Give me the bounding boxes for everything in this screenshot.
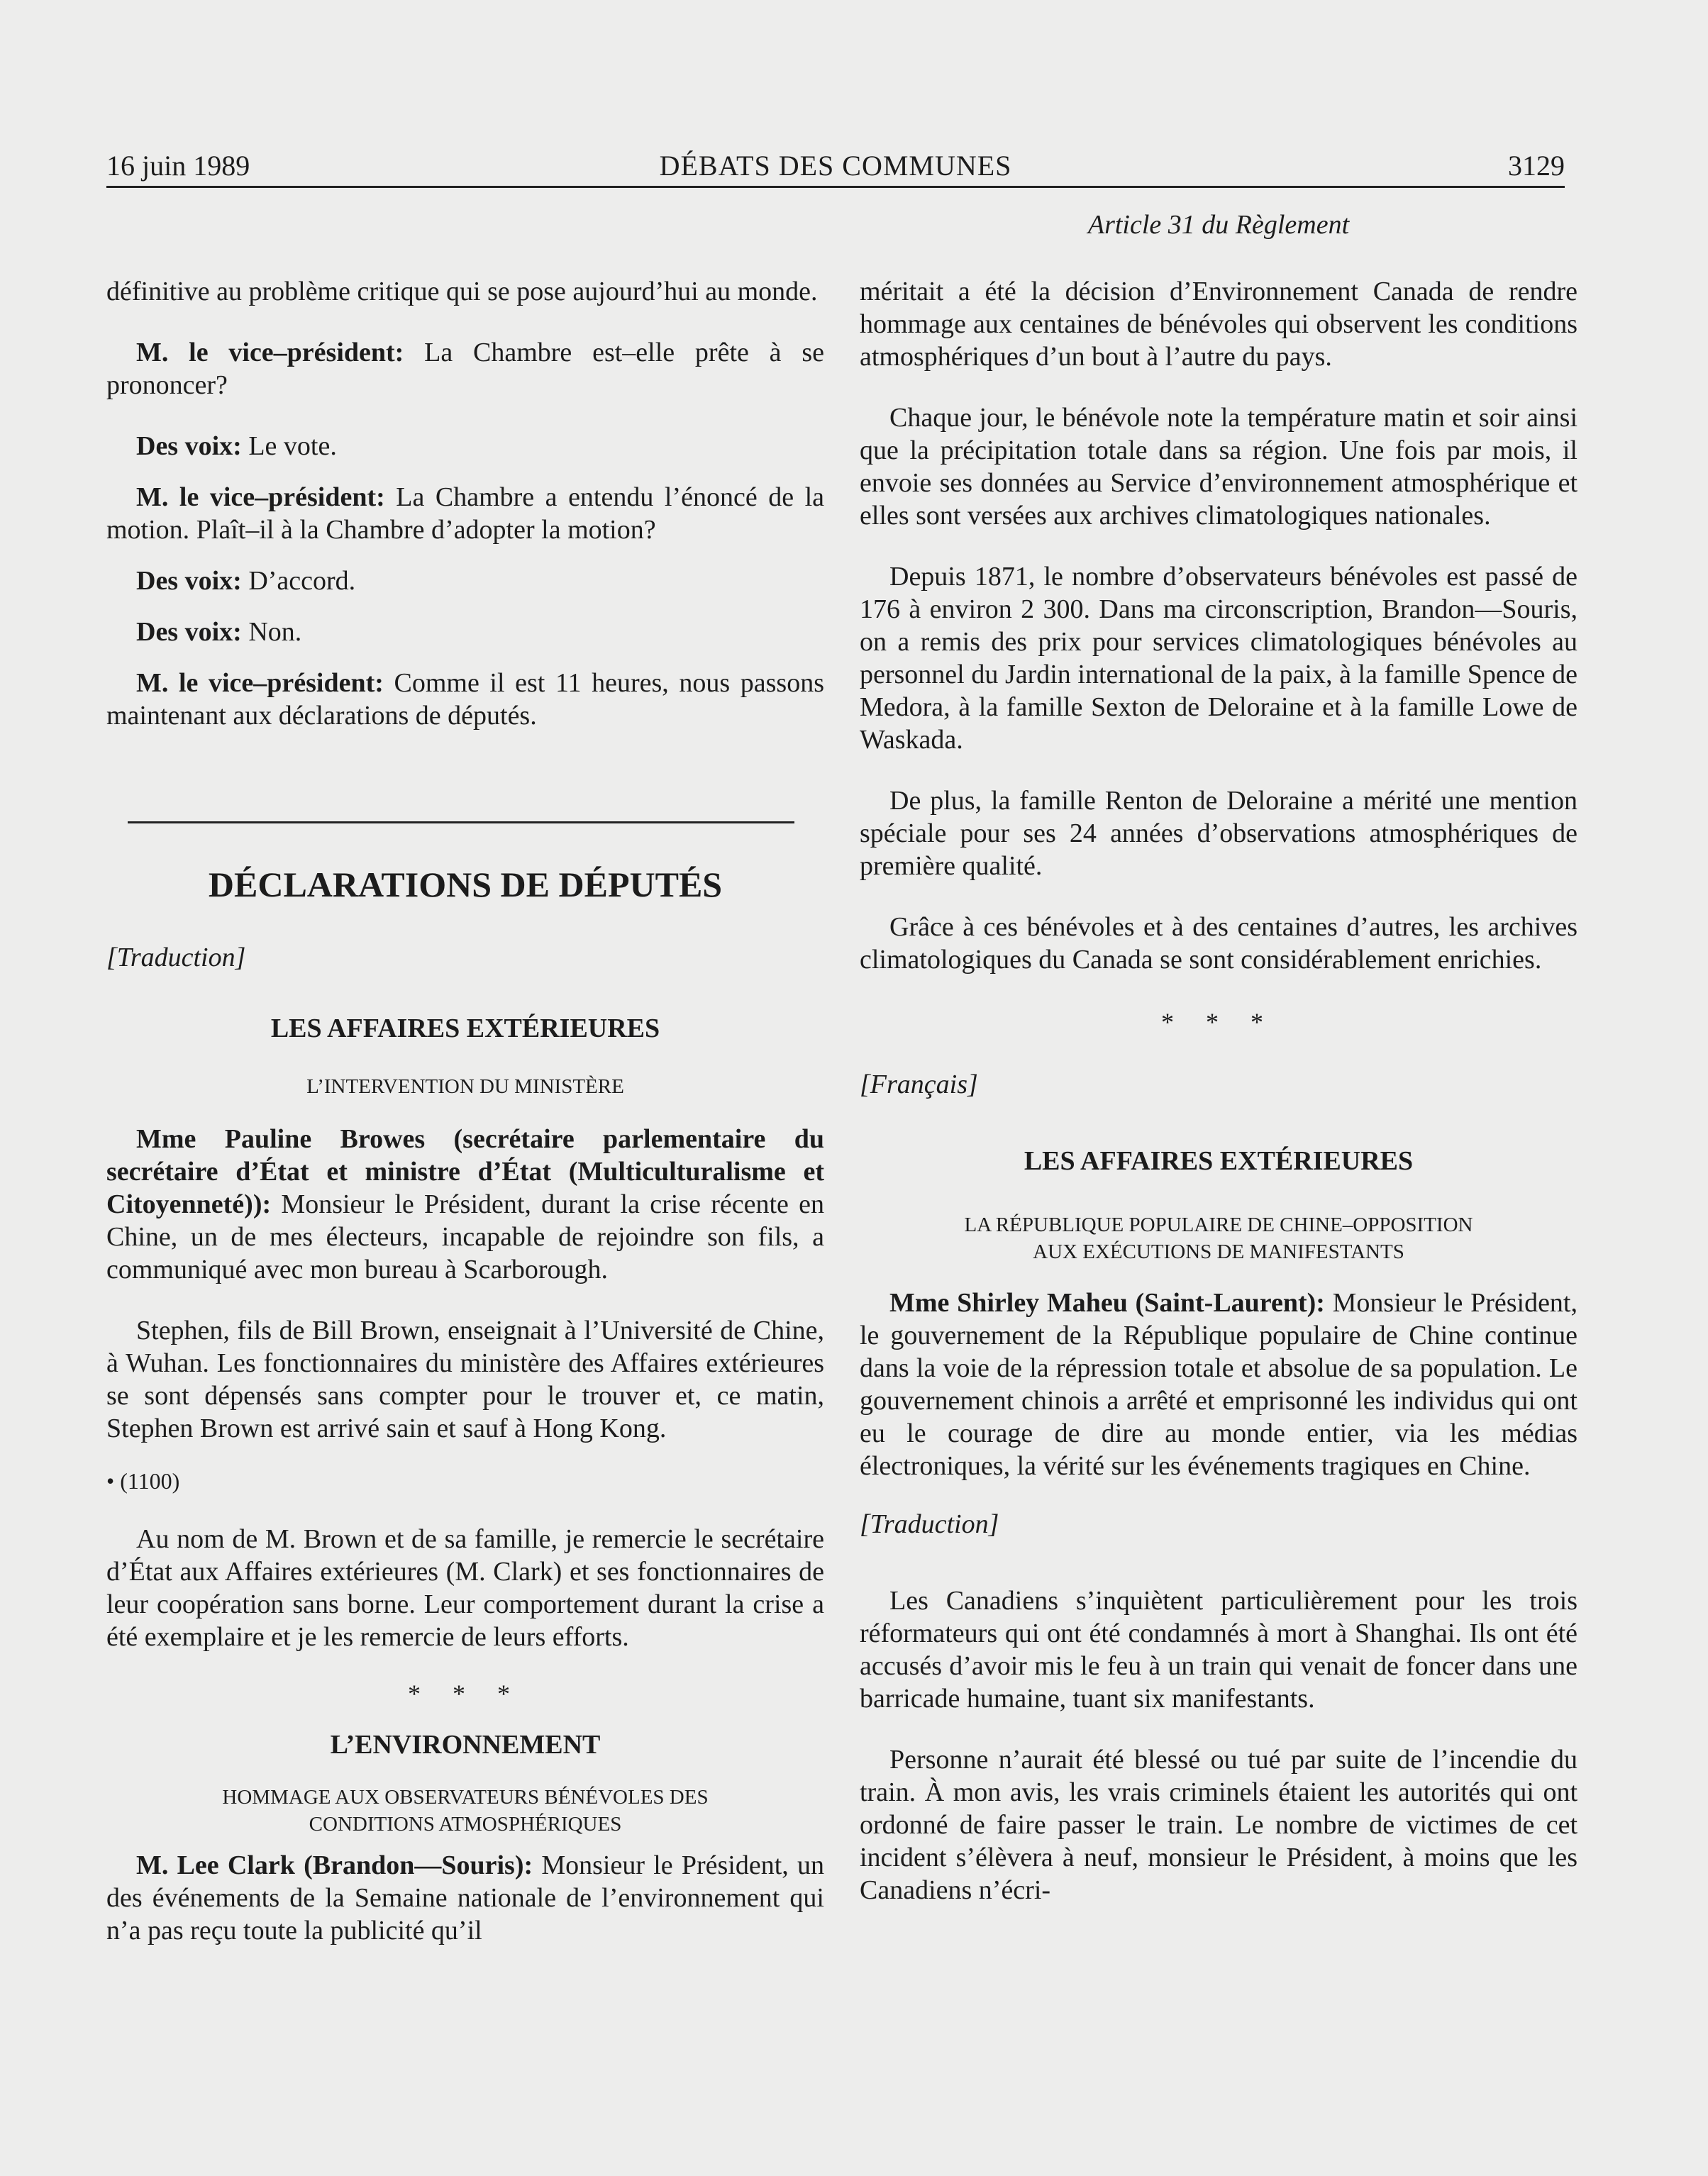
speaker-name: M. le vice–président:: [136, 668, 384, 698]
paragraph: méritait a été la décision d’Environnement Canada de rendre hommage aux centaines de bénévoles qui observent les conditions atmosphériques d’un bout à l’autre du pays.: [860, 277, 1577, 372]
paragraph: Stephen, fils de Bill Brown, enseignait à l’Université de Chine, à Wuhan. Les fonctionnaires du ministère des Affaires extérieures se sont dépensés sans compter pour le trouver et, ce matin, Stephen Brown est arrivé sain et sauf à Hong Kong.: [106, 1316, 824, 1443]
paragraph: [106, 667, 824, 732]
section-separator-stars: * * *: [408, 1680, 523, 1708]
speaker-name: M. le vice–président:: [136, 482, 385, 512]
paragraph: [106, 336, 824, 401]
paragraph: [106, 565, 824, 597]
section-divider: [128, 821, 794, 823]
section-separator-stars: * * *: [1161, 1008, 1276, 1036]
left-column: [106, 213, 824, 1947]
paragraph: [106, 430, 824, 462]
rubric-heading: L’ENVIRONNEMENT: [330, 1730, 601, 1760]
subrubric-heading: [106, 1784, 824, 1838]
paragraph: [860, 1287, 1577, 1482]
right-column: [860, 210, 1577, 1906]
subrubric-line: HOMMAGE AUX OBSERVATEURS BÉNÉVOLES DES: [222, 1786, 709, 1809]
paragraph: Les Canadiens s’inquiètent particulièrement pour les trois réformateurs qui ont été condamnés à mort à Shanghai. Ils ont été accusés d’avoir mis le feu à un train qui venait de foncer dans une barricade humaine, tuant six manifestants.: [860, 1586, 1577, 1714]
paragraph: Grâce à ces bénévoles et à des centaines d’autres, les archives climatologiques du Canada se sont considérablement enrichies.: [860, 912, 1577, 975]
paragraph: De plus, la famille Renton de Deloraine a mérité une mention spéciale pour ses 24 années d’observations atmosphériques de première qualité.: [860, 786, 1577, 881]
time-reference: • (1100): [106, 1468, 180, 1494]
rubric-heading: LES AFFAIRES EXTÉRIEURES: [270, 1014, 660, 1043]
speaker-name: M. Lee Clark (Brandon—Souris):: [136, 1850, 533, 1880]
section-title: DÉCLARATIONS DE DÉPUTÉS: [208, 865, 723, 904]
header-title: DÉBATS DES COMMUNES: [659, 150, 1012, 182]
speaker-name: Mme Shirley Maheu (Saint-Laurent):: [889, 1288, 1325, 1318]
translation-note: [Traduction]: [106, 943, 246, 972]
speech-text: Monsieur le Président, durant la crise récente en Chine, un de mes électeurs, incapable de rejoindre son fils, a communiqué avec mon bureau à Scarborough.: [106, 1189, 824, 1284]
paragraph: [106, 481, 824, 546]
translation-note: [Traduction]: [860, 1509, 999, 1539]
translation-note: [Français]: [860, 1070, 978, 1099]
speech-text: D’accord.: [241, 566, 356, 596]
paragraph: Chaque jour, le bénévole note la température matin et soir ainsi que la précipitation totale dans sa région. Une fois par mois, il envoie ses données au Service d’environnement atmosphérique et elles sont versées aux archives climatologiques nationales.: [860, 403, 1577, 531]
header-date: 16 juin 1989: [106, 150, 250, 182]
paragraph: Personne n’aurait été blessé ou tué par suite de l’incendie du train. À mon avis, les vrais criminels étaient les autorités qui ont ordonné de faire passer le train. Le nombre de victimes de cet incident s’élèvera à neuf, monsieur le Président, à moins que les Canadiens n’écri-: [860, 1745, 1577, 1905]
rubric-heading: LES AFFAIRES EXTÉRIEURES: [1024, 1146, 1414, 1176]
paragraph: Au nom de M. Brown et de sa famille, je remercie le secrétaire d’État aux Affaires extérieures (M. Clark) et ses fonctionnaires de leur coopération sans borne. Leur comportement durant la crise a été exemplaire et je les remercie de leurs efforts.: [106, 1524, 824, 1652]
speech-text: La Chambre est–elle prête à se prononcer?: [106, 338, 824, 400]
subrubric-line: LA RÉPUBLIQUE POPULAIRE DE CHINE–OPPOSITION: [964, 1214, 1473, 1236]
speaker-name: Des voix:: [136, 566, 242, 596]
paragraph: [106, 1123, 824, 1286]
subrubric-heading: L’INTERVENTION DU MINISTÈRE: [306, 1075, 624, 1098]
paragraph: [106, 1849, 824, 1947]
speaker-name: Mme Pauline Browes (secrétaire parlementaire du secrétaire d’État et ministre d’État (Multiculturalisme et Citoyenneté)):: [106, 1124, 824, 1219]
paragraph: [106, 616, 824, 648]
subrubric-heading: [860, 1211, 1577, 1265]
paragraph: définitive au problème critique qui se pose aujourd’hui au monde.: [106, 277, 818, 306]
speaker-name: Des voix:: [136, 431, 242, 461]
subrubric-line: AUX EXÉCUTIONS DE MANIFESTANTS: [1033, 1240, 1404, 1263]
speech-text: Monsieur le Président, un des événements de la Semaine nationale de l’environnement qui n’a pas reçu toute la publicité qu’il: [106, 1850, 824, 1945]
speaker-name: M. le vice–président:: [136, 338, 404, 367]
speech-text: La Chambre a entendu l’énoncé de la motion. Plaît–il à la Chambre d’adopter la motion?: [106, 482, 824, 545]
speech-text: Le vote.: [241, 431, 337, 461]
page-header: [106, 139, 1565, 188]
subrubric-line: CONDITIONS ATMOSPHÉRIQUES: [309, 1813, 622, 1836]
speech-text: Comme il est 11 heures, nous passons maintenant aux déclarations de députés.: [106, 668, 825, 731]
article-reference: Article 31 du Règlement: [1087, 210, 1350, 240]
speech-text: Monsieur le Président, le gouvernement de la République populaire de Chine continue dans la voie de la répression totale et absolue de sa population. Le gouvernement chinois a arrêté et emprisonné les individus qui ont eu le courage de dire au monde entier, via les médias électroniques, la vérité sur les événements tragiques en Chine.: [860, 1288, 1577, 1481]
paragraph: Depuis 1871, le nombre d’observateurs bénévoles est passé de 176 à environ 2 300. Dans ma circonscription, Brandon—Souris, on a remis des prix pour services climatologiques bénévoles au personnel du Jardin international de la paix, à la famille Spence de Medora, à la famille Sexton de Deloraine et à la famille Lowe de Waskada.: [860, 562, 1577, 755]
speech-text: Non.: [241, 617, 302, 647]
header-page-number: 3129: [1508, 150, 1565, 182]
speaker-name: Des voix:: [136, 617, 242, 647]
